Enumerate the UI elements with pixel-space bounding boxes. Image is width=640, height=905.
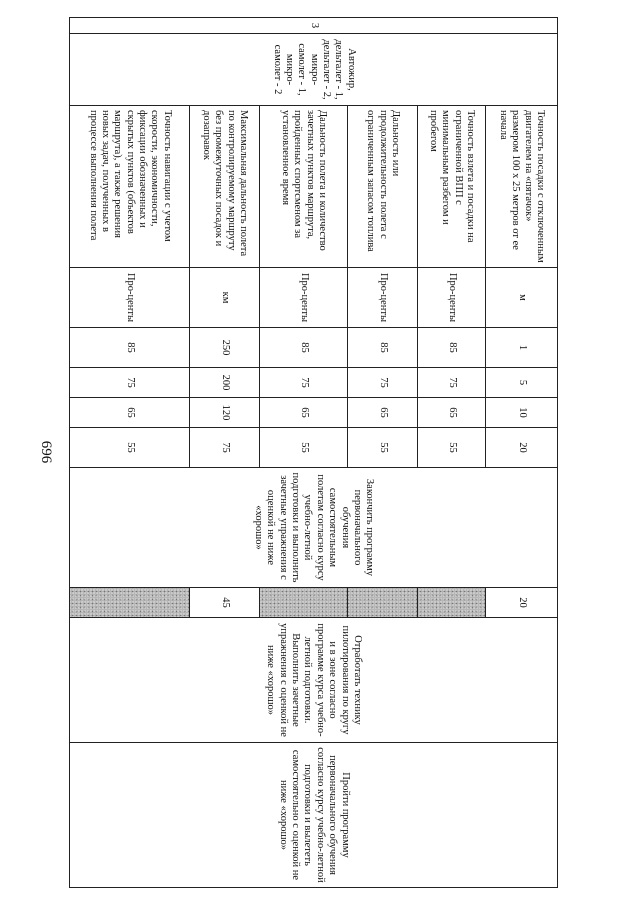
value-cell: 65 [418, 398, 486, 428]
value-b-top: 20 [486, 588, 558, 618]
value-cell: 75 [190, 428, 260, 468]
shaded-cell [70, 588, 190, 618]
value-cell: 55 [348, 428, 418, 468]
value-b-bottom: 45 [190, 588, 260, 618]
value-cell: 55 [418, 428, 486, 468]
indicator-cell: Точность взлета и посадки на ограниченной ВПП с минимальным разбегом и пробегом [418, 106, 486, 268]
value-cell: 1 [486, 328, 558, 368]
value-cell: 85 [260, 328, 348, 368]
unit-cell: Про-центы [348, 268, 418, 328]
requirement-cell: Закончить программу первоначального обучения самостоятельным полетам согласно курсу учебно-летной подготовки и выполнить зачетные упражнения с оценкой не ниже «хорошо» [70, 468, 558, 588]
indicator-cell: Максимальная дальность полета по контролируемому маршруту без промежуточных посадок и дозаправок [190, 106, 260, 268]
rotated-table-stage [70, 17, 558, 887]
indicator-cell: Дальность полета и количество зачетных пунктов маршрута, пройденных спортсменом за установленное время [260, 106, 348, 268]
unit-cell: Про-центы [260, 268, 348, 328]
aircraft-class: Автожир, дельталет - 1, дельталет - 2, микро-самолет - 1, микро-самолет - 2 [70, 34, 558, 106]
page-number: 696 [38, 440, 54, 464]
unit-cell: км [190, 268, 260, 328]
value-cell: 20 [486, 428, 558, 468]
value-cell: 75 [418, 368, 486, 398]
value-cell: 75 [348, 368, 418, 398]
value-cell: 5 [486, 368, 558, 398]
shaded-cell [260, 588, 348, 618]
requirements-table [69, 17, 558, 888]
value-cell: 85 [418, 328, 486, 368]
shaded-cell [418, 588, 486, 618]
value-cell: 85 [70, 328, 190, 368]
value-cell: 75 [260, 368, 348, 398]
value-cell: 65 [348, 398, 418, 428]
value-cell: 85 [348, 328, 418, 368]
value-cell: 55 [70, 428, 190, 468]
unit-cell: Про-центы [418, 268, 486, 328]
value-cell: 65 [260, 398, 348, 428]
value-cell: 250 [190, 328, 260, 368]
value-cell: 55 [260, 428, 348, 468]
value-cell: 120 [190, 398, 260, 428]
requirement-cell: Пройти программу первоначального обучения согласно курсу учебно-летной подготовки и вылететь самостоятельно с оценкой не ниже «хорошо» [70, 743, 558, 888]
value-cell: 10 [486, 398, 558, 428]
value-cell: 65 [70, 398, 190, 428]
indicator-cell: Точность навигации с учетом скорости, экономичности, фиксации обозначенных и скрытых пунктов (объектов маршрута), а также решения новых задач, полученных в процессе выполнения полета [70, 106, 190, 268]
indicator-cell: Точность посадки с отключенным двигателем на «пятачок» размером 100 х 25 метров от ее начала [486, 106, 558, 268]
unit-cell: м [486, 268, 558, 328]
value-cell: 75 [70, 368, 190, 398]
row-number: 3 [70, 18, 558, 34]
unit-cell: Про-центы [70, 268, 190, 328]
table-row [486, 18, 558, 888]
requirement-cell: Отработать технику пилотирования по кругу и в зоне согласно программе курса учебно-летной подготовки. Выполнить зачетные упражнения с оценкой не ниже «хорошо» [70, 618, 558, 743]
value-cell: 200 [190, 368, 260, 398]
indicator-cell: Дальность или продолжительность полета с ограниченным запасом топлива [348, 106, 418, 268]
shaded-cell [348, 588, 418, 618]
